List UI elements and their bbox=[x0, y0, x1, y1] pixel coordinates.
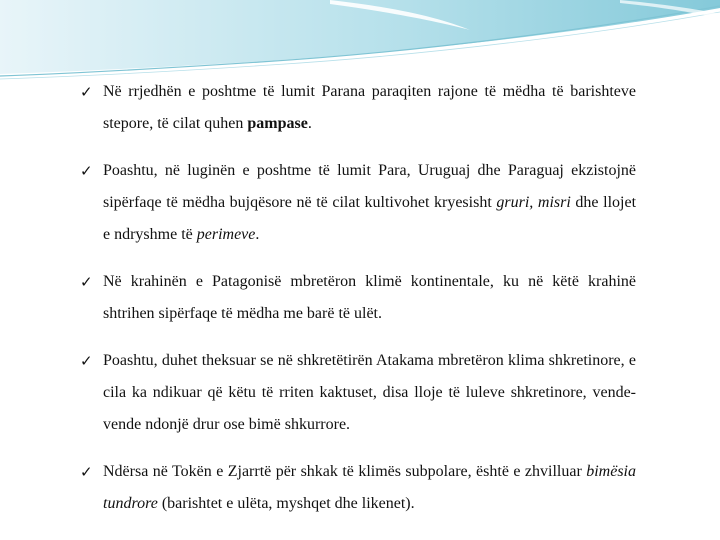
bullet-text-segment: gruri, misri bbox=[496, 194, 571, 211]
checkmark-icon: ✓ bbox=[80, 352, 93, 370]
checkmark-icon: ✓ bbox=[80, 83, 93, 101]
bullet-text-segment: Në krahinën e Patagonisë mbretëron klimë kontinentale, ku në këtë krahinë shtrihen sipërfaqe të mëdha me barë të ulët. bbox=[103, 273, 636, 322]
bullet-text bbox=[103, 273, 636, 322]
header-wave-fill bbox=[0, 0, 720, 74]
bullet-text-segment: Në rrjedhën e poshtme të lumit Parana paraqiten rajone të mëdha të barishteve stepore, të cilat quhen bbox=[103, 83, 636, 132]
bullet-text-segment: perimeve bbox=[196, 226, 256, 243]
bullet-text bbox=[103, 83, 636, 132]
bullet-text-segment: Poashtu, në luginën e poshtme të lumit Para, Uruguaj dhe Paraguaj ekzistojnë sipërfaqe të mëdha bujqësore në të cilat kultivohet kryesisht bbox=[103, 162, 636, 211]
bullet-text-segment: (barishtet e ulëta, myshqet dhe likenet). bbox=[157, 495, 415, 512]
checkmark-icon: ✓ bbox=[80, 463, 93, 481]
checkmark-icon: ✓ bbox=[80, 273, 93, 291]
bullet-text-segment: . bbox=[307, 115, 312, 132]
bullet-item bbox=[80, 456, 636, 520]
checkmark-icon: ✓ bbox=[80, 162, 93, 180]
bullet-text-segment: Poashtu, duhet theksuar se në shkretëtirën Atakama mbretëron klima shkretinore, e cila ka ndikuar që këtu të rriten kaktuset, disa lloje të luleve shkretinore, vende-vende ndonjë drur ose bimë shkurrore. bbox=[103, 352, 636, 433]
bullet-text-segment: dhe llojet e ndryshme të bbox=[103, 194, 637, 243]
bullet-text bbox=[103, 162, 636, 243]
bullet-text bbox=[103, 463, 636, 512]
bullet-item bbox=[80, 345, 636, 441]
bullet-item bbox=[80, 76, 636, 140]
header-wave-decoration bbox=[0, 0, 720, 80]
bullet-text-segment: . bbox=[255, 226, 260, 243]
bullet-list bbox=[80, 76, 636, 535]
bullet-text-segment: pampase bbox=[247, 115, 308, 132]
bullet-item bbox=[80, 155, 636, 251]
bullet-item bbox=[80, 266, 636, 330]
bullet-text bbox=[103, 352, 636, 433]
bullet-text-segment: bimësia tundrore bbox=[103, 463, 636, 512]
bullet-text-segment: Ndërsa në Tokën e Zjarrtë për shkak të klimës subpolare, është e zhvilluar bbox=[103, 463, 587, 480]
